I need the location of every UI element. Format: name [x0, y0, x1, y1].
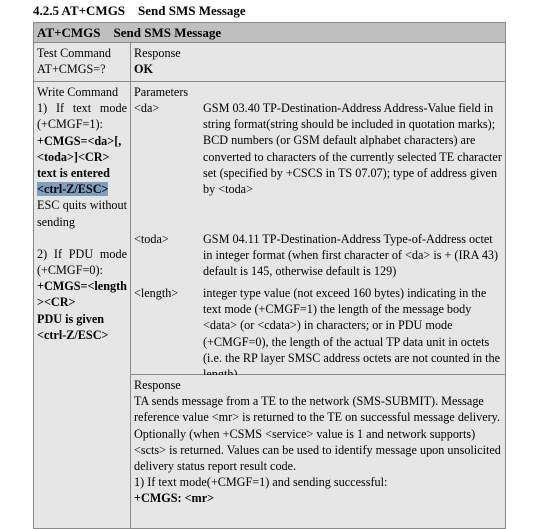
- pdu-mode-line-6: <ctrl-Z/ESC>: [37, 327, 109, 342]
- test-response-value: OK: [134, 62, 153, 77]
- param-toda-name: <toda>: [134, 232, 169, 246]
- test-response-label: Response: [134, 46, 181, 60]
- pdu-mode-line-4: ><CR>: [37, 295, 76, 310]
- pdu-mode-line-3: +CMGS=<length: [37, 279, 127, 294]
- text-mode-line-4: <toda>]<CR>: [37, 149, 110, 164]
- ctrl-z-highlight: <ctrl-Z/ESC>: [37, 182, 109, 197]
- parameters-label: Parameters: [134, 85, 189, 99]
- text-mode-line-2: (+CMGF=1):: [37, 117, 103, 132]
- test-command-cell: [34, 43, 131, 81]
- pdu-mode-line-5: PDU is given: [37, 311, 105, 326]
- test-command-value: AT+CMGS=?: [37, 62, 106, 77]
- param-toda-desc: GSM 04.11 TP-Destination-Address Type-of-Address octet in integer format (when first character of <da> is + (IRA 43) default is 145, otherwise default is 129): [203, 232, 499, 279]
- test-command-row: [34, 43, 505, 82]
- pdu-mode-line-2: (+CMGF=0):: [37, 263, 103, 278]
- response-label: Response: [134, 378, 181, 392]
- command-table: [33, 22, 506, 529]
- text-mode-line-1: 1) If text mode: [37, 101, 127, 116]
- cmgs-result-line: +CMGS: <mr>: [134, 491, 215, 506]
- param-da-desc: GSM 03.40 TP-Destination-Address Address-Value field in string format(string should be included in quotation marks); BCD numbers (or GSM default alphabet characters) are converted to characters of the currently selected TE character set (specified by +CSCS in TS 07.07); type of address given by <toda>: [203, 101, 502, 197]
- table-title: AT+CMGS Send SMS Message: [34, 23, 505, 43]
- write-command-cell: [34, 82, 131, 528]
- text-mode-line-5: text is entered: [37, 166, 110, 181]
- param-length-desc: integer type value (not exceed 160 bytes) indicating in the text mode (+CMGF=1) the length of the message body <data> (or <cdata>) in characters; or in PDU mode (+CMGF=0), the length of the actual TP data unit in octets (i.e. the RP layer SMSC address octets are not counted in the: [203, 286, 501, 365]
- esc-line-2: sending: [37, 214, 75, 229]
- write-command-label: Write Command: [37, 85, 119, 99]
- param-da-name: <da>: [134, 101, 160, 115]
- test-command-label: Test Command: [37, 46, 111, 60]
- pdu-mode-line-1: 2) If PDU mode: [37, 246, 127, 261]
- section-heading: 4.2.5 AT+CMGS Send SMS Message: [33, 3, 246, 18]
- esc-line-1: ESC quits without: [37, 198, 127, 213]
- text-mode-line-3: +CMGS=<da>[,: [37, 133, 122, 148]
- parameters-cell: [131, 82, 505, 375]
- test-response-cell: [131, 43, 505, 81]
- response-cell: Response TA sends message from a TE to the network (SMS-SUBMIT). Message reference value <mr> is returned to the TE on successful message delivery. Optionally (when +CSMS <service> value is 1 and network supports) <scts> is returned. Values can be used to identify message upon unsolicited delivery status report result code. 1) If text mode(+CMGF=1) and sending successful: +CMGS: <mr>: [131, 375, 505, 528]
- param-length-name: <length>: [134, 286, 179, 300]
